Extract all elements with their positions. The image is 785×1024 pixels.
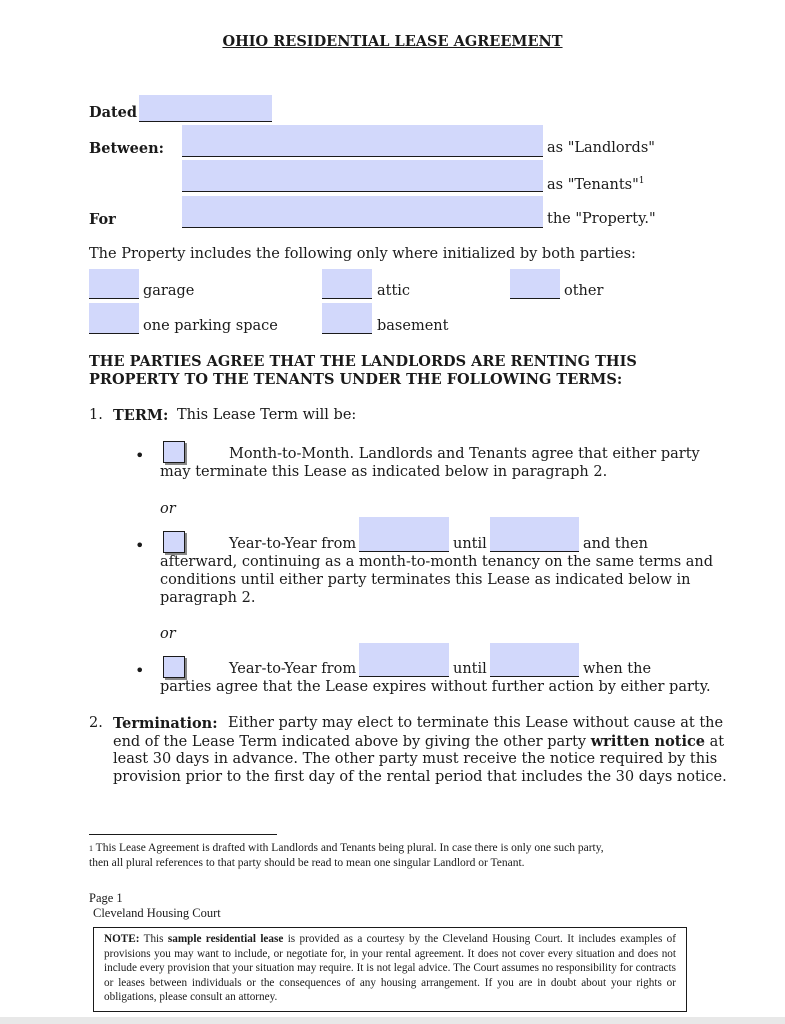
page-number: Page 1 <box>89 891 123 905</box>
garage-initials-field[interactable] <box>89 269 139 299</box>
or-label-2: or <box>160 626 176 642</box>
option2-from-date-field[interactable] <box>359 517 449 552</box>
footnote <box>89 841 689 871</box>
option2-bullet: • <box>135 536 145 555</box>
tenants-suffix: as "Tenants"$^1$ <box>547 176 645 193</box>
tenants-footnote-mark: 1 <box>638 176 645 186</box>
term-number: 1. <box>89 407 103 423</box>
footnote-line1: $^1$ This Lease Agreement is drafted with Landlords and Tenants being plural. In case there is only one such party, <box>89 842 604 854</box>
option1-line2: may terminate this Lease as indicated below in paragraph 2. <box>160 464 608 480</box>
termination-line1: Either party may elect to terminate this Lease without cause at the <box>228 715 724 731</box>
option3-from-date-field[interactable] <box>359 643 449 677</box>
footnote-line2: then all plural references to that party should be read to mean one singular Landlord or Tenant. <box>89 857 525 869</box>
option2-until: until <box>453 536 487 552</box>
option3-prefix: Year-to-Year from <box>229 661 357 677</box>
disclaimer-note-box: NOTE: This sample residential lease is provided as a courtesy by the Cleveland Housing Court. It includes examples of provisions you may want to include, or negotiate for, in your rental agreement. It does not cover every situation and does not include every provision that your situation may require. It is not legal advice. The Court assumes no responsibility for contracts or leases between individuals or the consequences of any housing arrangement. If you are in doubt about your rights or obligations, please consult an attorney. <box>93 927 687 1012</box>
other-initials-field[interactable] <box>510 269 560 299</box>
year-to-year-expires-checkbox[interactable] <box>163 656 185 678</box>
property-field[interactable] <box>182 196 543 228</box>
or-label-1: or <box>160 501 176 517</box>
tenants-field[interactable] <box>182 160 543 192</box>
dated-field[interactable] <box>139 95 272 122</box>
option1-line1: Month-to-Month. Landlords and Tenants agree that either party <box>229 446 700 462</box>
basement-label: basement <box>377 318 449 334</box>
option2-line4: paragraph 2. <box>160 590 256 606</box>
term-text: This Lease Term will be: <box>177 407 357 423</box>
option3-until-date-field[interactable] <box>490 643 579 677</box>
term-heading: TERM: <box>113 407 169 424</box>
between-label: Between: <box>89 140 165 157</box>
termination-line3: least 30 days in advance. The other party must receive the notice required by this <box>113 751 718 767</box>
for-label: For <box>89 211 116 228</box>
month-to-month-checkbox[interactable] <box>163 441 185 463</box>
termination-heading: Termination: <box>113 715 218 732</box>
garage-label: garage <box>143 283 195 299</box>
option1-bullet: • <box>135 446 145 465</box>
option3-suffix: when the <box>583 661 652 677</box>
termination-line4: provision prior to the first day of the rental period that includes the 30 days notice. <box>113 769 727 785</box>
dated-label: Dated <box>89 104 138 121</box>
termination-number: 2. <box>89 715 103 731</box>
option2-until-date-field[interactable] <box>490 517 579 552</box>
option2-prefix: Year-to-Year from <box>229 536 357 552</box>
court-name: Cleveland Housing Court <box>93 906 221 920</box>
includes-intro: The Property includes the following only where initialized by both parties: <box>89 246 636 262</box>
note-bold-phrase: sample residential lease <box>167 933 284 945</box>
option2-suffix: and then <box>583 536 648 552</box>
parking-initials-field[interactable] <box>89 303 139 334</box>
landlords-field[interactable] <box>182 125 543 157</box>
basement-initials-field[interactable] <box>322 303 372 334</box>
termination-line2: end of the Lease Term indicated above by giving the other party written notice at <box>113 733 725 750</box>
option3-until: until <box>453 661 487 677</box>
parties-agree-line1: THE PARTIES AGREE THAT THE LANDLORDS ARE RENTING THIS <box>89 353 637 370</box>
option3-bullet: • <box>135 661 145 680</box>
parties-agree-line2: PROPERTY TO THE TENANTS UNDER THE FOLLOWING TERMS: <box>89 371 623 388</box>
page-bottom-edge <box>0 1017 785 1024</box>
parking-label: one parking space <box>143 318 278 334</box>
option3-line2: parties agree that the Lease expires without further action by either party. <box>160 679 711 695</box>
note-body: is provided as a courtesy by the Cleveland Housing Court. It includes examples of provisions you may want to include, or negotiate for, in your rental agreement. It does not cover every situation and does not include every provision that your situation may require. It is not legal advice. The Court assumes no responsibility for contracts or leases between individuals or the consequences of any housing arrangement. If you are in doubt about your rights or obligations, please consult an attorney. <box>104 933 677 1003</box>
attic-label: attic <box>377 283 411 299</box>
option2-line3: conditions until either party terminates this Lease as indicated below in <box>160 572 691 588</box>
written-notice-emphasis: written notice <box>590 733 706 750</box>
other-label: other <box>564 283 604 299</box>
footnote-rule <box>89 834 277 835</box>
property-suffix: the "Property." <box>547 211 656 227</box>
document-title: OHIO RESIDENTIAL LEASE AGREEMENT <box>222 33 563 50</box>
note-label: NOTE: <box>104 933 140 945</box>
year-to-year-then-monthly-checkbox[interactable] <box>163 531 185 553</box>
landlords-suffix: as "Landlords" <box>547 140 655 156</box>
attic-initials-field[interactable] <box>322 269 372 299</box>
option2-line2: afterward, continuing as a month-to-month tenancy on the same terms and <box>160 554 714 570</box>
